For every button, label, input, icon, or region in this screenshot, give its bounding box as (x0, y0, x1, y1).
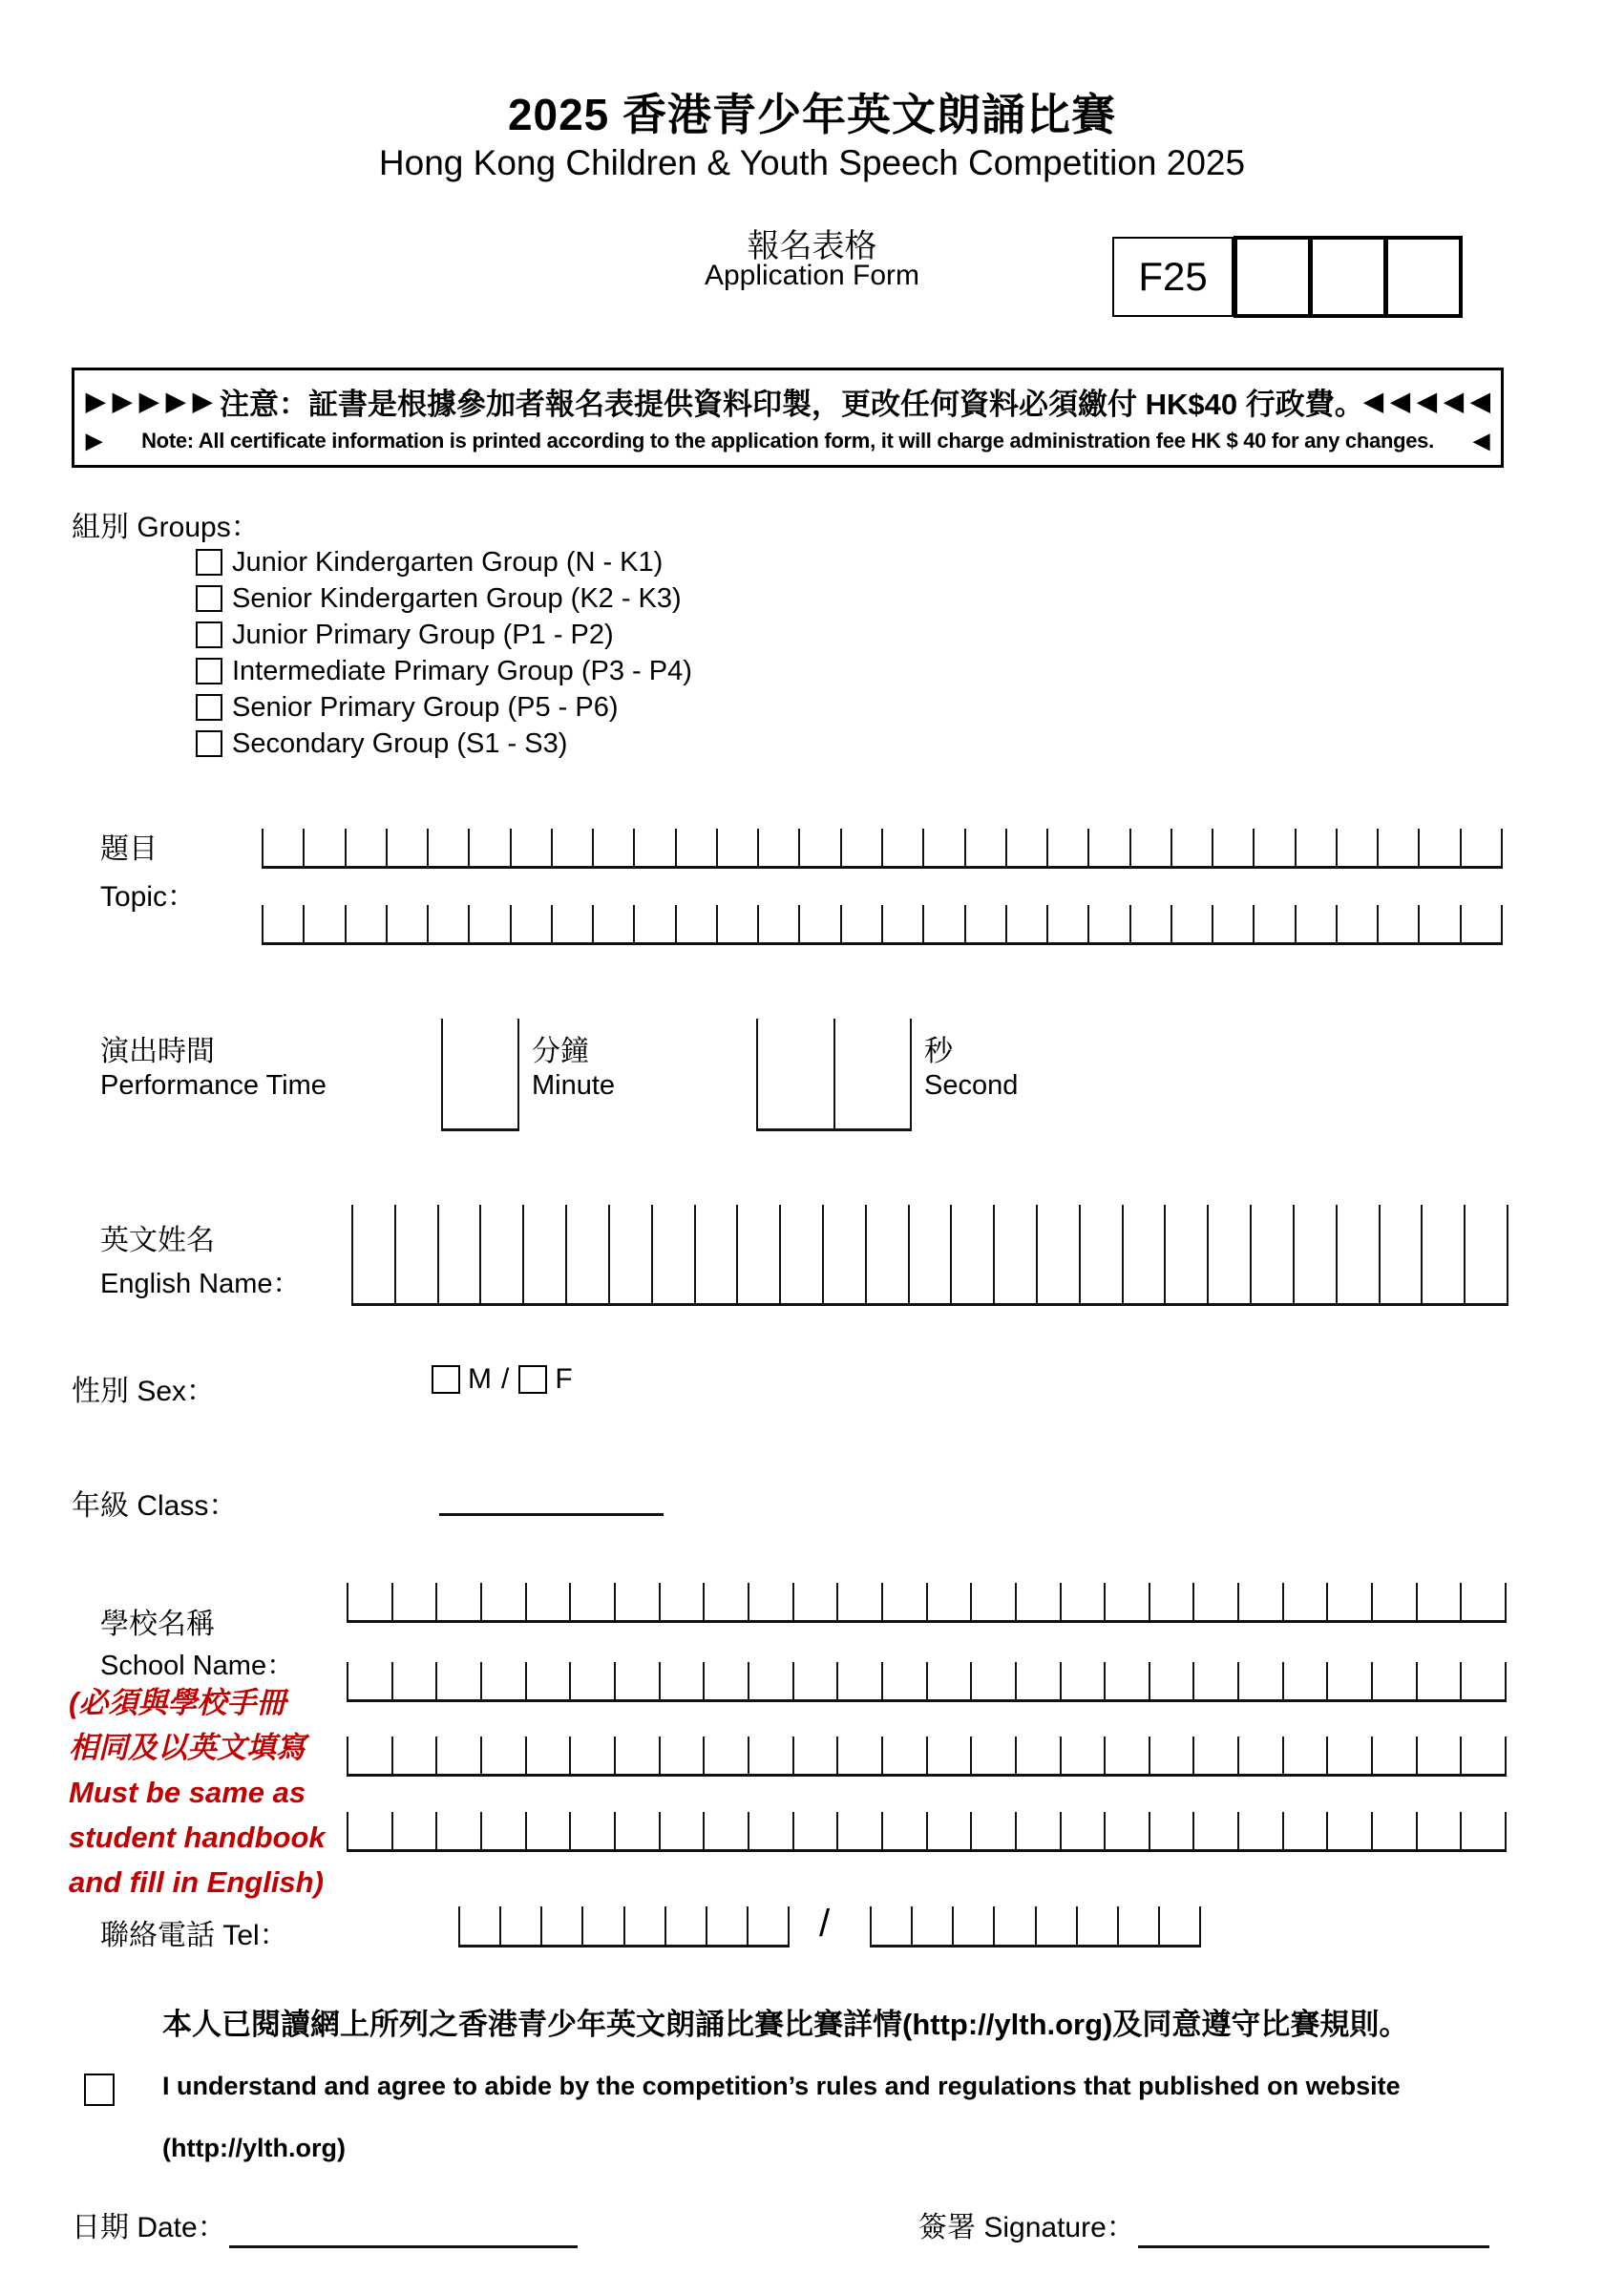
char-cell[interactable] (608, 1205, 651, 1303)
char-cell[interactable] (551, 905, 592, 942)
char-cell[interactable] (950, 1205, 993, 1303)
char-cell[interactable] (748, 1812, 792, 1849)
char-cell[interactable] (1295, 829, 1336, 866)
char-cell[interactable] (675, 829, 716, 866)
char-cell[interactable] (391, 1737, 436, 1774)
char-cell[interactable] (551, 829, 592, 866)
char-cell[interactable] (1005, 905, 1046, 942)
char-cell[interactable] (822, 1205, 865, 1303)
char-cell[interactable] (441, 1019, 517, 1128)
char-cell[interactable] (1149, 1583, 1193, 1620)
char-cell[interactable] (675, 905, 716, 942)
char-cell[interactable] (736, 1205, 779, 1303)
char-cell[interactable] (1282, 1583, 1327, 1620)
char-cell[interactable] (623, 1906, 664, 1945)
char-cell[interactable] (1237, 1662, 1282, 1699)
char-cell[interactable] (1460, 1737, 1505, 1774)
char-cell[interactable] (1416, 1737, 1461, 1774)
char-cell[interactable] (614, 1662, 659, 1699)
school-note-line: student handbook (69, 1821, 326, 1854)
char-cell[interactable] (345, 829, 386, 866)
char-cell[interactable] (926, 1812, 971, 1849)
agreement-text (162, 1993, 1501, 2179)
char-cell[interactable] (792, 1583, 837, 1620)
char-cell[interactable] (703, 1583, 748, 1620)
code-entry-cell[interactable] (1234, 236, 1312, 318)
char-cell[interactable] (747, 1906, 788, 1945)
char-cell[interactable] (1104, 1662, 1149, 1699)
char-cell[interactable] (911, 1906, 952, 1945)
char-cell[interactable] (569, 1737, 614, 1774)
group-option-junior-kindergarten (196, 544, 692, 580)
char-cell[interactable] (347, 1737, 391, 1774)
char-cell[interactable] (1253, 905, 1294, 942)
char-cell[interactable] (1371, 1812, 1416, 1849)
date-label: 日期 Date： (72, 2212, 226, 2243)
class-label: 年級 Class： (72, 1490, 238, 1522)
char-cell[interactable] (391, 1812, 436, 1849)
char-cell[interactable] (569, 1812, 614, 1849)
char-cell[interactable] (303, 905, 344, 942)
char-cell[interactable] (703, 1737, 748, 1774)
school-name-note (69, 1680, 326, 1905)
char-cell[interactable] (480, 1812, 525, 1849)
tel-label: 聯絡電話 Tel： (100, 1920, 288, 1951)
char-cell[interactable] (1104, 1812, 1149, 1849)
char-cell[interactable] (480, 1583, 525, 1620)
char-cell[interactable] (1164, 1205, 1207, 1303)
sex-options (432, 1363, 573, 1396)
char-cell[interactable] (1087, 905, 1128, 942)
char-cell[interactable] (435, 1662, 480, 1699)
group-option-secondary (196, 726, 692, 762)
char-cell[interactable] (1117, 1906, 1158, 1945)
char-cell[interactable] (1282, 1737, 1327, 1774)
school-note-line: Must be same as (69, 1776, 306, 1809)
char-cell[interactable] (1076, 1906, 1117, 1945)
char-cell[interactable] (1171, 905, 1212, 942)
group-checkbox[interactable] (196, 658, 222, 684)
char-cell[interactable] (792, 1812, 837, 1849)
school-name-grid-row3[interactable] (347, 1737, 1507, 1777)
english-name-grid[interactable] (351, 1205, 1508, 1306)
topic-grid-row2[interactable] (262, 905, 1503, 945)
char-cell[interactable] (970, 1812, 1015, 1849)
char-cell[interactable] (659, 1812, 704, 1849)
char-cell[interactable] (865, 1205, 908, 1303)
school-note-line: (必須與學校手冊 (69, 1686, 286, 1719)
notice-line-zh (86, 380, 1498, 423)
char-cell[interactable] (1464, 1205, 1507, 1303)
char-cell[interactable] (1060, 1812, 1105, 1849)
char-cell[interactable] (926, 1662, 971, 1699)
english-name-label-en: English Name： (100, 1269, 301, 1299)
char-cell[interactable] (1192, 1583, 1237, 1620)
char-cell[interactable] (798, 905, 839, 942)
char-cell[interactable] (1282, 1812, 1327, 1849)
char-cell[interactable] (499, 1906, 540, 1945)
topic-grid-row1[interactable] (262, 829, 1503, 869)
char-cell[interactable] (664, 1906, 706, 1945)
char-cell[interactable] (468, 829, 509, 866)
char-cell[interactable] (1237, 1812, 1282, 1849)
group-checkbox[interactable] (196, 621, 222, 648)
char-cell[interactable] (1005, 829, 1046, 866)
char-cell[interactable] (525, 1662, 570, 1699)
char-cell[interactable] (1192, 1737, 1237, 1774)
char-cell[interactable] (386, 905, 427, 942)
topic-label-en: Topic： (100, 881, 197, 913)
char-cell[interactable] (1460, 1662, 1505, 1699)
left-arrows-icon: ◀◀◀◀◀ (1363, 387, 1498, 415)
char-cell[interactable] (1371, 1662, 1416, 1699)
char-cell[interactable] (836, 1812, 881, 1849)
notice-text-zh: 注意：証書是根據參加者報名表提供資料印製，更改任何資料必須繳付 HK$40 行政費。 (219, 388, 1364, 421)
char-cell[interactable] (1460, 829, 1501, 866)
group-checkbox[interactable] (196, 585, 222, 612)
char-cell[interactable] (1377, 829, 1418, 866)
char-cell[interactable] (1060, 1662, 1105, 1699)
group-option-label: Secondary Group (S1 - S3) (232, 727, 568, 759)
char-cell[interactable] (881, 829, 922, 866)
char-cell[interactable] (1416, 1812, 1461, 1849)
school-name-label-zh: 學校名稱 (100, 1609, 215, 1640)
char-cell[interactable] (970, 1737, 1015, 1774)
char-cell[interactable] (881, 1583, 926, 1620)
char-cell[interactable] (480, 1737, 525, 1774)
char-cell[interactable] (1129, 905, 1171, 942)
page-title-en: Hong Kong Children & Youth Speech Competition 2025 (378, 143, 1246, 182)
char-cell[interactable] (525, 1737, 570, 1774)
char-cell[interactable] (756, 1019, 833, 1128)
char-cell[interactable] (427, 905, 468, 942)
notice-text-en: Note: All certificate information is printed according to the application form, it will charge administration fee HK $ 40 for any changes. (141, 429, 1434, 453)
char-cell[interactable] (964, 905, 1005, 942)
school-note-line: and fill in English) (69, 1865, 324, 1899)
char-cell[interactable] (386, 829, 427, 866)
char-cell[interactable] (391, 1583, 436, 1620)
char-cell[interactable] (1079, 1205, 1122, 1303)
sex-female-checkbox[interactable] (518, 1365, 547, 1394)
char-cell[interactable] (1460, 1583, 1505, 1620)
char-cell[interactable] (703, 1812, 748, 1849)
char-cell[interactable] (926, 1737, 971, 1774)
agreement-line-en: I understand and agree to abide by the competition’s rules and regulations that published on website (162, 2072, 1401, 2100)
group-option-label: Senior Kindergarten Group (K2 - K3) (232, 582, 682, 614)
school-name-grid-row4[interactable] (347, 1812, 1507, 1852)
notice-box (72, 368, 1504, 468)
char-cell[interactable] (703, 1662, 748, 1699)
char-cell[interactable] (952, 1906, 993, 1945)
char-cell[interactable] (565, 1205, 608, 1303)
char-cell[interactable] (540, 1906, 581, 1945)
date-input-line[interactable] (229, 2245, 578, 2248)
page-title-zh: 2025 香港青少年英文朗誦比賽 (507, 90, 1117, 139)
agreement-line-zh: 本人已閱讀網上所列之香港青少年英文朗誦比賽比賽詳情(http://ylth.org)及同意遵守比賽規則。 (162, 2008, 1409, 2041)
char-cell[interactable] (836, 1737, 881, 1774)
char-cell[interactable] (922, 829, 963, 866)
notice-line-en (86, 429, 1489, 453)
group-option-intermediate-primary (196, 653, 692, 689)
char-cell[interactable] (1326, 1583, 1371, 1620)
char-cell[interactable] (633, 905, 674, 942)
char-cell[interactable] (525, 1812, 570, 1849)
group-option-senior-kindergarten (196, 580, 692, 617)
school-name-grid-row2[interactable] (347, 1662, 1507, 1702)
school-name-grid-row1[interactable] (347, 1583, 1507, 1623)
char-cell[interactable] (262, 829, 303, 866)
agreement-checkbox[interactable] (84, 2074, 115, 2106)
char-cell[interactable] (881, 905, 922, 942)
char-cell[interactable] (881, 1662, 926, 1699)
code-entry-cell[interactable] (1309, 236, 1387, 318)
char-cell[interactable] (435, 1812, 480, 1849)
school-name-label-en: School Name： (100, 1651, 295, 1681)
char-cell[interactable] (1326, 1662, 1371, 1699)
signature-label: 簽署 Signature： (918, 2212, 1135, 2243)
char-cell[interactable] (510, 905, 551, 942)
group-option-junior-primary (196, 617, 692, 653)
tel-separator: / (819, 1903, 831, 1945)
char-cell[interactable] (1060, 1737, 1105, 1774)
char-cell[interactable] (836, 1583, 881, 1620)
right-arrow-icon: ▶ (86, 429, 102, 453)
char-cell[interactable] (510, 829, 551, 866)
char-cell[interactable] (659, 1662, 704, 1699)
sex-label: 性別 Sex： (72, 1376, 216, 1407)
char-cell[interactable] (1015, 1662, 1060, 1699)
char-cell[interactable] (1336, 905, 1377, 942)
char-cell[interactable] (659, 1737, 704, 1774)
group-option-senior-primary (196, 689, 692, 726)
char-cell[interactable] (1192, 1812, 1237, 1849)
char-cell[interactable] (347, 1662, 391, 1699)
char-cell[interactable] (1149, 1737, 1193, 1774)
char-cell[interactable] (1036, 1205, 1079, 1303)
group-option-label: Intermediate Primary Group (P3 - P4) (232, 655, 692, 686)
char-cell[interactable] (1212, 829, 1253, 866)
char-cell[interactable] (1158, 1906, 1199, 1945)
char-cell[interactable] (1336, 1205, 1379, 1303)
second-label-zh: 秒 (924, 1036, 953, 1067)
char-cell[interactable] (792, 1737, 837, 1774)
char-cell[interactable] (1104, 1737, 1149, 1774)
char-cell[interactable] (1237, 1583, 1282, 1620)
english-name-label-zh: 英文姓名 (100, 1225, 215, 1256)
char-cell[interactable] (1046, 905, 1087, 942)
char-cell[interactable] (1212, 905, 1253, 942)
char-cell[interactable] (1326, 1812, 1371, 1849)
char-cell[interactable] (569, 1662, 614, 1699)
char-cell[interactable] (1015, 1737, 1060, 1774)
char-cell[interactable] (881, 1737, 926, 1774)
char-cell[interactable] (351, 1205, 394, 1303)
char-cell[interactable] (716, 829, 757, 866)
tel-grid-2[interactable] (870, 1906, 1201, 1948)
group-checkbox[interactable] (196, 694, 222, 721)
agreement-line-url: (http://ylth.org) (162, 2134, 346, 2162)
tel-grid-1[interactable] (458, 1906, 790, 1948)
char-cell[interactable] (1035, 1906, 1076, 1945)
form-code-box: F25 (1112, 237, 1234, 317)
char-cell[interactable] (1336, 829, 1377, 866)
char-cell[interactable] (970, 1583, 1015, 1620)
char-cell[interactable] (748, 1662, 792, 1699)
char-cell[interactable] (993, 1205, 1036, 1303)
char-cell[interactable] (1293, 1205, 1336, 1303)
char-cell[interactable] (480, 1662, 525, 1699)
char-cell[interactable] (614, 1583, 659, 1620)
char-cell[interactable] (659, 1583, 704, 1620)
char-cell[interactable] (926, 1583, 971, 1620)
char-cell[interactable] (1237, 1737, 1282, 1774)
char-cell[interactable] (1207, 1205, 1250, 1303)
char-cell[interactable] (394, 1205, 437, 1303)
char-cell[interactable] (1060, 1583, 1105, 1620)
char-cell[interactable] (1149, 1662, 1193, 1699)
char-cell[interactable] (1326, 1737, 1371, 1774)
left-arrow-icon: ◀ (1473, 429, 1489, 453)
char-cell[interactable] (1460, 1812, 1505, 1849)
char-cell[interactable] (347, 1812, 391, 1849)
groups-options (196, 544, 692, 762)
char-cell[interactable] (881, 1812, 926, 1849)
char-cell[interactable] (479, 1205, 522, 1303)
group-option-label: Senior Primary Group (P5 - P6) (232, 691, 619, 723)
char-cell[interactable] (1104, 1583, 1149, 1620)
char-cell[interactable] (592, 905, 633, 942)
char-cell[interactable] (435, 1583, 480, 1620)
char-cell[interactable] (1421, 1205, 1464, 1303)
char-cell[interactable] (1192, 1662, 1237, 1699)
sex-slash: / (501, 1363, 510, 1395)
char-cell[interactable] (1015, 1583, 1060, 1620)
char-cell[interactable] (458, 1906, 499, 1945)
char-cell[interactable] (993, 1906, 1034, 1945)
char-cell[interactable] (1129, 829, 1171, 866)
char-cell[interactable] (694, 1205, 737, 1303)
char-cell[interactable] (1460, 905, 1501, 942)
char-cell[interactable] (437, 1205, 480, 1303)
char-cell[interactable] (870, 1906, 911, 1945)
right-arrows-icon: ▶▶▶▶▶ (86, 387, 220, 415)
char-cell[interactable] (391, 1662, 436, 1699)
char-cell[interactable] (833, 1019, 911, 1128)
char-cell[interactable] (303, 829, 344, 866)
form-label-zh: 報名表格 (747, 228, 877, 264)
char-cell[interactable] (614, 1737, 659, 1774)
char-cell[interactable] (1379, 1205, 1422, 1303)
char-cell[interactable] (1046, 829, 1087, 866)
sex-male-label: M (468, 1363, 492, 1395)
char-cell[interactable] (1253, 829, 1294, 866)
minute-label-en: Minute (532, 1070, 616, 1101)
performance-time-label-zh: 演出時間 (100, 1036, 215, 1067)
minute-input-box[interactable] (441, 1019, 519, 1131)
char-cell[interactable] (798, 829, 839, 866)
char-cell[interactable] (908, 1205, 951, 1303)
char-cell[interactable] (592, 829, 633, 866)
char-cell[interactable] (922, 905, 963, 942)
char-cell[interactable] (347, 1583, 391, 1620)
char-cell[interactable] (836, 1662, 881, 1699)
form-label-en: Application Form (704, 260, 920, 291)
char-cell[interactable] (706, 1906, 747, 1945)
second-label-en: Second (924, 1070, 1019, 1101)
char-cell[interactable] (1418, 829, 1459, 866)
school-note-line: 相同及以英文填寫 (69, 1731, 306, 1764)
char-cell[interactable] (1250, 1205, 1293, 1303)
char-cell[interactable] (716, 905, 757, 942)
char-cell[interactable] (1015, 1812, 1060, 1849)
char-cell[interactable] (1149, 1812, 1193, 1849)
char-cell[interactable] (525, 1583, 570, 1620)
char-cell[interactable] (1416, 1583, 1461, 1620)
group-checkbox[interactable] (196, 549, 222, 576)
code-entry-cell[interactable] (1384, 236, 1463, 318)
char-cell[interactable] (792, 1662, 837, 1699)
char-cell[interactable] (1282, 1662, 1327, 1699)
char-cell[interactable] (522, 1205, 565, 1303)
char-cell[interactable] (468, 905, 509, 942)
char-cell[interactable] (1416, 1662, 1461, 1699)
char-cell[interactable] (840, 905, 881, 942)
char-cell[interactable] (1418, 905, 1459, 942)
char-cell[interactable] (840, 829, 881, 866)
performance-time-label-en: Performance Time (100, 1070, 327, 1101)
char-cell[interactable] (1371, 1583, 1416, 1620)
form-code-cluster (1112, 236, 1463, 318)
group-option-label: Junior Kindergarten Group (N - K1) (232, 546, 664, 578)
signature-input-line[interactable] (1138, 2245, 1489, 2248)
topic-label-zh: 題目 (100, 833, 158, 865)
char-cell[interactable] (1122, 1205, 1165, 1303)
second-input-box[interactable] (756, 1019, 912, 1131)
char-cell[interactable] (651, 1205, 694, 1303)
char-cell[interactable] (1377, 905, 1418, 942)
char-cell[interactable] (1171, 829, 1212, 866)
class-input-line[interactable] (439, 1513, 664, 1516)
char-cell[interactable] (345, 905, 386, 942)
char-cell[interactable] (1087, 829, 1128, 866)
groups-label: 組別 Groups： (72, 512, 260, 543)
sex-male-checkbox[interactable] (432, 1365, 460, 1394)
group-checkbox[interactable] (196, 730, 222, 757)
char-cell[interactable] (262, 905, 303, 942)
char-cell[interactable] (427, 829, 468, 866)
sex-female-label: F (555, 1363, 573, 1395)
minute-label-zh: 分鐘 (532, 1036, 589, 1067)
char-cell[interactable] (1295, 905, 1336, 942)
char-cell[interactable] (435, 1737, 480, 1774)
char-cell[interactable] (779, 1205, 822, 1303)
char-cell[interactable] (614, 1812, 659, 1849)
char-cell[interactable] (633, 829, 674, 866)
char-cell[interactable] (757, 829, 798, 866)
char-cell[interactable] (964, 829, 1005, 866)
char-cell[interactable] (569, 1583, 614, 1620)
group-option-label: Junior Primary Group (P1 - P2) (232, 619, 614, 650)
char-cell[interactable] (970, 1662, 1015, 1699)
char-cell[interactable] (581, 1906, 622, 1945)
char-cell[interactable] (748, 1583, 792, 1620)
char-cell[interactable] (1371, 1737, 1416, 1774)
char-cell[interactable] (748, 1737, 792, 1774)
char-cell[interactable] (757, 905, 798, 942)
